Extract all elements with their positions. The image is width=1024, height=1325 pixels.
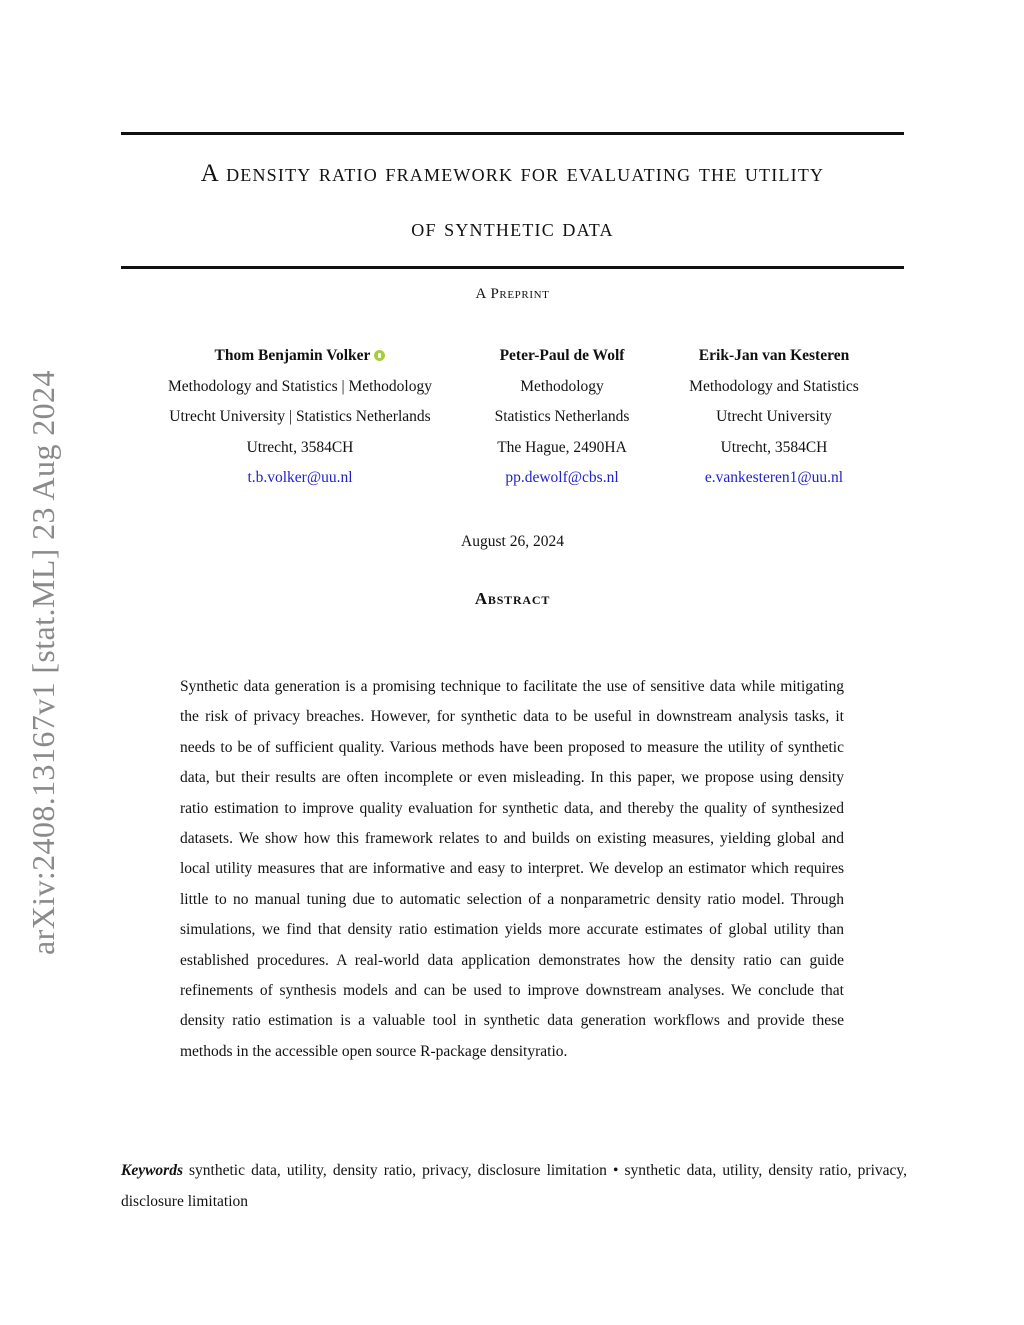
author-department: Methodology and Statistics — [689, 377, 859, 395]
author-email-link[interactable]: t.b.volker@uu.nl — [247, 469, 353, 486]
keywords-list: synthetic data, utility, density ratio, privacy, disclosure limitation • synthetic data, utility, density ratio, privacy, disclosure limitation — [121, 1162, 907, 1210]
author-block-de-wolf — [472, 341, 652, 494]
paper-title-line-2: of synthetic data — [411, 215, 614, 242]
author-location: Utrecht, 3584CH — [720, 438, 828, 456]
author-department: Methodology and Statistics | Methodology — [167, 377, 432, 395]
paper-title-line-1: A density ratio framework for evaluating the utility — [200, 160, 825, 187]
author-email-link[interactable]: pp.dewolf@cbs.nl — [505, 469, 619, 486]
author-institution: Statistics Netherlands — [494, 408, 630, 425]
title-top-rule — [121, 132, 904, 135]
author-location: The Hague, 2490HA — [497, 438, 627, 456]
author-block-volker — [150, 341, 450, 494]
author-email-link[interactable]: e.vankesteren1@uu.nl — [704, 469, 844, 486]
keywords — [121, 1155, 907, 1217]
abstract-body: Synthetic data generation is a promising technique to facilitate the use of sensitive data while mitigating the risk of privacy breaches. However, for synthetic data to be useful in downstream analysis tasks, it needs to be of sufficient quality. Various methods have been proposed to measure the utility of synthetic data, but their results are often incomplete or even misleading. In this paper, we propose using density ratio estimation to improve quality evaluation for synthetic data, and thereby the quality of synthesized datasets. We show how this framework relates to and builds on existing measures, yielding global and local utility measures that are informative and easy to interpret. We develop an estimator which requires little to no manual tuning due to automatic selection of a nonparametric density ratio model. Through simulations, we find that density ratio estimation yields more accurate estimates of global utility than established procedures. A real-world data application demonstrates how the density ratio can guide refinements of synthesis models and can be used to improve downstream analyses. We conclude that density ratio estimation is a valuable tool in synthetic data generation workflows and provide these methods in the accessible open source R-package densityratio. — [180, 678, 844, 1060]
publication-date: August 26, 2024 — [461, 533, 564, 550]
author-location: Utrecht, 3584CH — [246, 438, 354, 456]
abstract-heading: Abstract — [474, 589, 551, 608]
author-name: Peter-Paul de Wolf — [499, 347, 625, 364]
orcid-icon[interactable] — [374, 350, 385, 361]
preprint-label: A Preprint — [475, 286, 550, 302]
author-department: Methodology — [520, 377, 604, 395]
author-block-van-kesteren — [664, 341, 884, 494]
arxiv-stamp: arXiv:2408.13167v1 [stat.ML] 23 Aug 2024 — [25, 370, 61, 955]
title-bottom-rule — [121, 266, 904, 269]
author-name: Erik-Jan van Kesteren — [698, 347, 850, 364]
keywords-label: Keywords — [121, 1162, 183, 1179]
author-institution: Utrecht University — [716, 408, 832, 425]
author-name: Thom Benjamin Volker — [214, 347, 371, 364]
author-institution: Utrecht University | Statistics Netherlands — [169, 408, 431, 425]
